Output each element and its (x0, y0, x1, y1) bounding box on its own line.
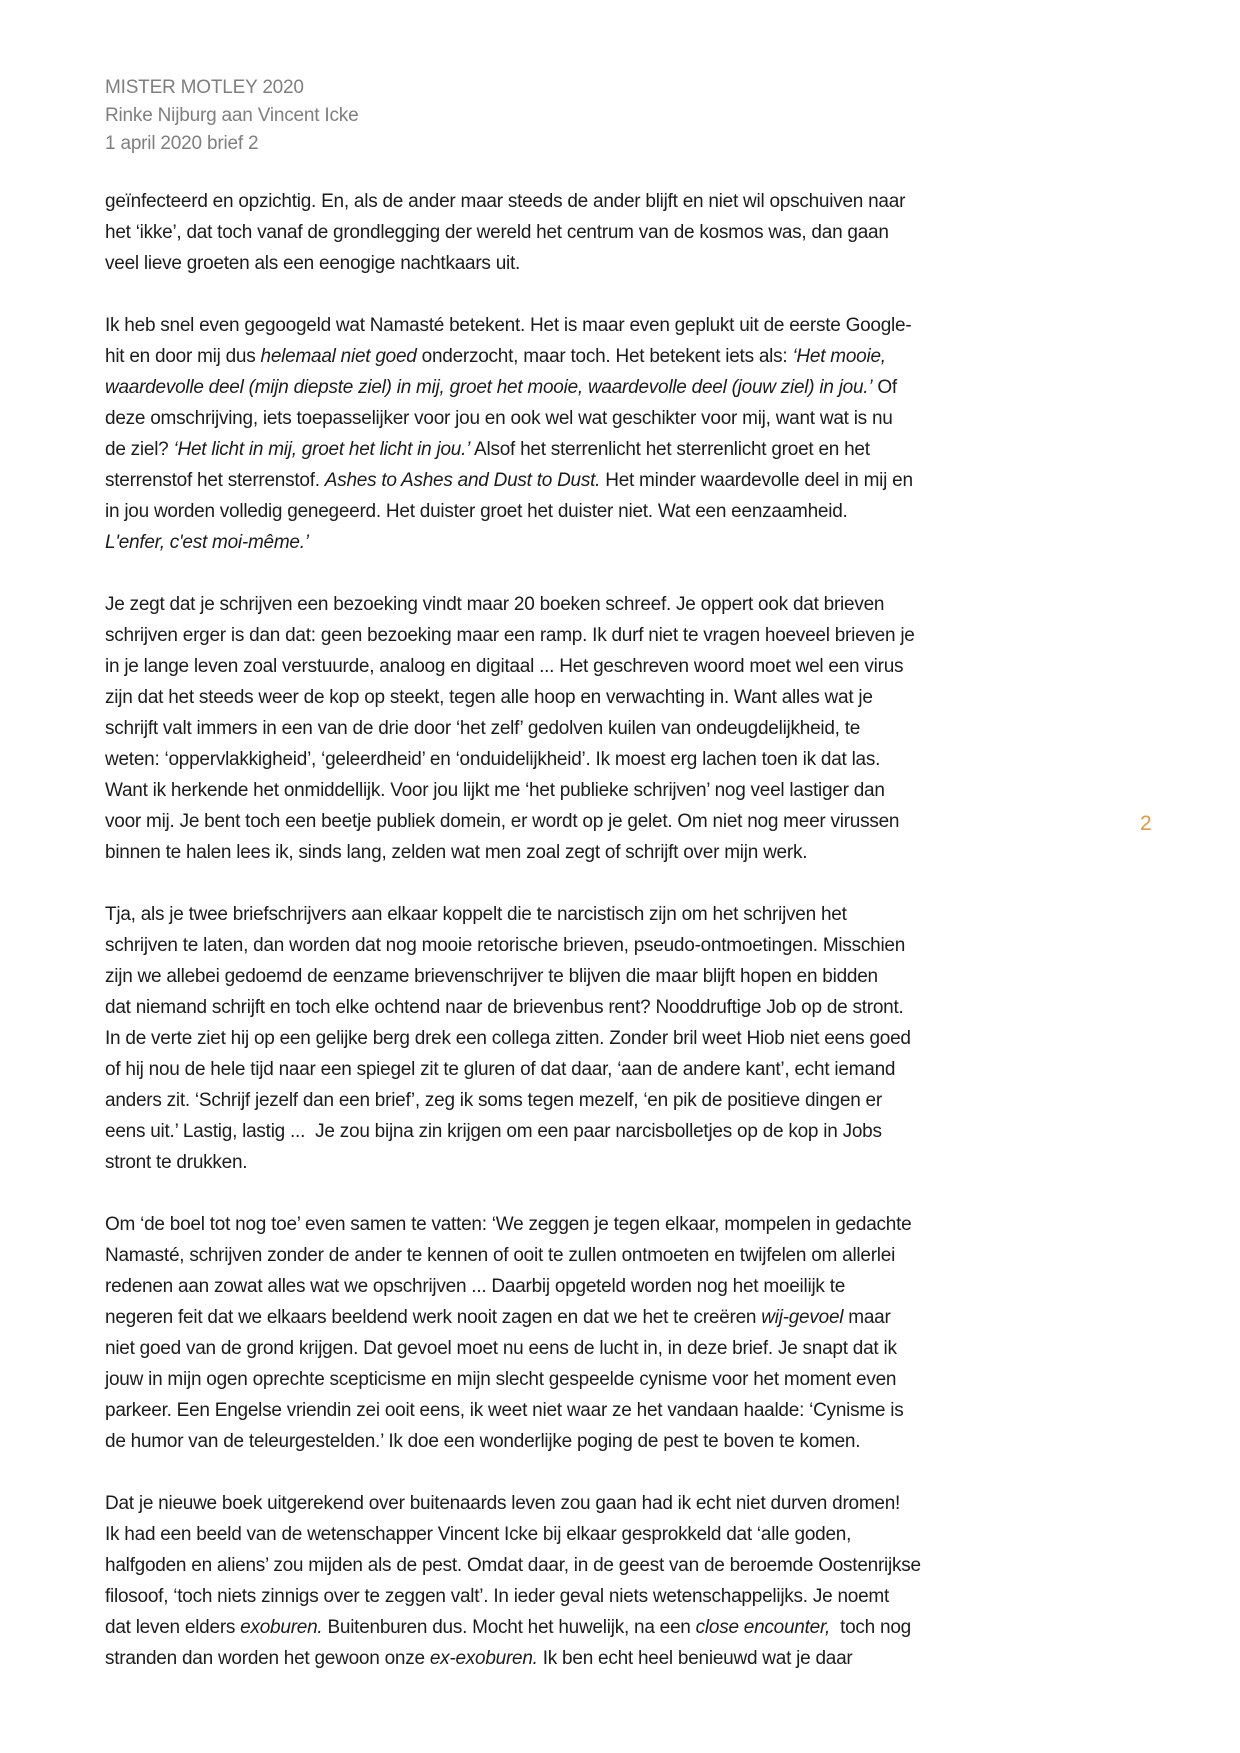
text-line: de ziel? ‘Het licht in mij, groet het licht in jou.’ Alsof het sterrenlicht het sterrenlicht groet en het (105, 439, 870, 460)
text-line: Namasté, schrijven zonder de ander te kennen of ooit te zullen ontmoeten en twijfelen om allerlei (105, 1245, 896, 1266)
text-line: voor mij. Je bent toch een beetje publiek domein, er wordt op je gelet. Om niet nog meer virussen (105, 811, 900, 832)
text-line: waardevolle deel (mijn diepste ziel) in mij, groet het mooie, waardevolle deel (jouw ziel) in jou.’ Of (105, 377, 897, 398)
text-line: filosoof, ‘toch niets zinnigs over te zeggen valt’. In ieder geval niets wetenschappelijks. Je noemt (105, 1586, 890, 1607)
letter-body (105, 186, 1065, 1674)
text-line: sterrenstof het sterrenstof. Ashes to Ashes and Dust to Dust. Het minder waardevolle deel in mij en (105, 470, 913, 491)
paragraph (105, 310, 1065, 558)
text-line: schrijven te laten, dan worden dat nog mooie retorische brieven, pseudo-ontmoetingen. Misschien (105, 935, 906, 956)
text-line: negeren feit dat we elkaars beeldend werk nooit zagen en dat we het te creëren wij-gevoel maar (105, 1307, 891, 1328)
text-line: of hij nou de hele tijd naar een spiegel zit te gluren of dat daar, ‘aan de andere kant’, echt iemand (105, 1059, 896, 1080)
page-number: 2 (1140, 812, 1152, 835)
text-line: Ik heb snel even gegoogeld wat Namasté betekent. Het is maar even geplukt uit de eerste Google- (105, 315, 912, 336)
text-line: weten: ‘oppervlakkigheid’, ‘geleerdheid’ en ‘onduidelijkheid’. Ik moest erg lachen toen ik dat las. (105, 749, 881, 770)
text-line: zijn we allebei gedoemd de eenzame brievenschrijver te blijven die maar blijft hopen en bidden (105, 966, 878, 987)
text-line: niet goed van de grond krijgen. Dat gevoel moet nu eens de lucht in, in deze brief. Je snapt dat ik (105, 1338, 897, 1359)
paragraph (105, 1209, 1065, 1457)
text-line: jouw in mijn ogen oprechte scepticisme en mijn slecht gespeelde cynisme voor het moment even (105, 1369, 897, 1390)
header-title: MISTER MOTLEY 2020 (105, 77, 304, 98)
text-line: schrijft valt immers in een van de drie door ‘het zelf’ gedolven kuilen van ondeugdelijkheid, te (105, 718, 861, 739)
text-line: Je zegt dat je schrijven een bezoeking vindt maar 20 boeken schreef. Je oppert ook dat brieven (105, 594, 885, 615)
text-line: hit en door mij dus helemaal niet goed onderzocht, maar toch. Het betekent iets als: ‘Het mooie, (105, 346, 886, 367)
text-line: schrijven erger is dan dat: geen bezoeking maar een ramp. Ik durf niet te vragen hoeveel brieven je (105, 625, 915, 646)
text-line: halfgoden en aliens’ zou mijden als de pest. Omdat daar, in de geest van de beroemde Oostenrijkse (105, 1555, 921, 1576)
paragraph (105, 186, 1065, 279)
text-line: In de verte ziet hij op een gelijke berg drek een collega zitten. Zonder bril weet Hiob niet eens goed (105, 1028, 911, 1049)
letter-header (105, 74, 358, 158)
text-line: binnen te halen lees ik, sinds lang, zelden wat men zoal zegt of schrijft over mijn werk. (105, 842, 808, 863)
text-line: in je lange leven zoal verstuurde, analoog en digitaal ... Het geschreven woord moet wel een virus (105, 656, 904, 677)
paragraph (105, 589, 1065, 868)
text-line: de humor van de teleurgestelden.’ Ik doe een wonderlijke poging de pest te boven te komen. (105, 1431, 861, 1452)
text-line: het ‘ikke’, dat toch vanaf de grondlegging der wereld het centrum van de kosmos was, dan gaan (105, 222, 889, 243)
text-line: Ik had een beeld van de wetenschapper Vincent Icke bij elkaar gesprokkeld dat ‘alle goden, (105, 1524, 852, 1545)
text-line: stranden dan worden het gewoon onze ex-exoburen. Ik ben echt heel benieuwd wat je daar (105, 1648, 853, 1669)
header-date-line: 1 april 2020 brief 2 (105, 133, 259, 154)
text-line: veel lieve groeten als een eenogige nachtkaars uit. (105, 253, 521, 274)
text-line: dat niemand schrijft en toch elke ochtend naar de brievenbus rent? Nooddruftige Job op de stront. (105, 997, 904, 1018)
paragraph (105, 1488, 1065, 1674)
header-author-line: Rinke Nijburg aan Vincent Icke (105, 105, 359, 126)
text-line: parkeer. Een Engelse vriendin zei ooit eens, ik weet niet waar ze het vandaan haalde: ‘Cynisme is (105, 1400, 904, 1421)
text-line: redenen aan zowat alles wat we opschrijven ... Daarbij opgeteld worden nog het moeilijk te (105, 1276, 846, 1297)
text-line: anders zit. ‘Schrijf jezelf dan een brief’, zeg ik soms tegen mezelf, ‘en pik de positieve dingen er (105, 1090, 882, 1111)
text-line: Want ik herkende het onmiddellijk. Voor jou lijkt me ‘het publieke schrijven’ nog veel lastiger dan (105, 780, 885, 801)
text-line: L'enfer, c'est moi-même.’ (105, 532, 309, 553)
text-line: Om ‘de boel tot nog toe’ even samen te vatten: ‘We zeggen je tegen elkaar, mompelen in gedachte (105, 1214, 912, 1235)
text-line: geïnfecteerd en opzichtig. En, als de ander maar steeds de ander blijft en niet wil opschuiven naar (105, 191, 906, 212)
text-line: stront te drukken. (105, 1152, 248, 1173)
text-line: in jou worden volledig genegeerd. Het duister groet het duister niet. Wat een eenzaamheid. (105, 501, 848, 522)
text-line: Dat je nieuwe boek uitgerekend over buitenaards leven zou gaan had ik echt niet durven dromen! (105, 1493, 901, 1514)
paragraph (105, 899, 1065, 1178)
text-line: dat leven elders exoburen. Buitenburen dus. Mocht het huwelijk, na een close encounter, toch nog (105, 1617, 911, 1638)
text-line: deze omschrijving, iets toepasselijker voor jou en ook wel wat geschikter voor mij, want wat is nu (105, 408, 893, 429)
text-line: zijn dat het steeds weer de kop op steekt, tegen alle hoop en verwachting in. Want alles wat je (105, 687, 873, 708)
text-line: eens uit.’ Lastig, lastig ... Je zou bijna zin krijgen om een paar narcisbolletjes op de kop in Jobs (105, 1121, 882, 1142)
text-line: Tja, als je twee briefschrijvers aan elkaar koppelt die te narcistisch zijn om het schrijven het (105, 904, 847, 925)
